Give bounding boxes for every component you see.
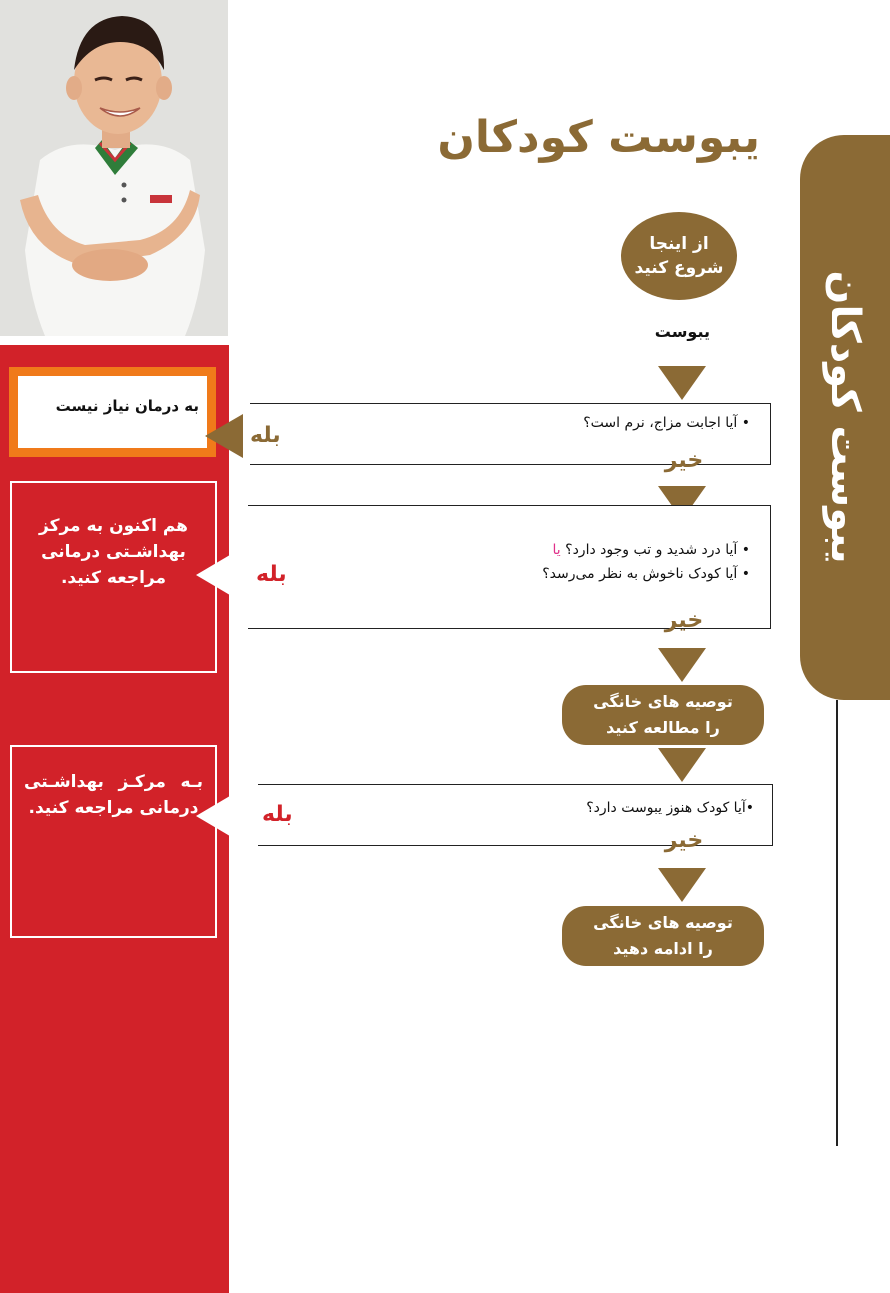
or-word: یا [552,542,561,558]
start-line-1: از اینجا [649,234,709,254]
child-photo [0,0,228,336]
question-2-block [542,538,750,586]
no-label-1: خیر [664,448,704,473]
yes-arrow-2 [196,549,240,601]
child-illustration [0,0,228,336]
page-title: یبوست کودکان [437,112,760,163]
pill-1-line-1: توصیه های خانگی [593,692,733,711]
home-advice-read-pill [562,685,764,745]
no-label-3: خیر [664,828,704,853]
down-arrow-3 [658,648,706,682]
side-title-text: یبوست کودکان [822,270,868,564]
result-no-treatment-text: به درمان نیاز نیست [55,397,199,415]
home-advice-continue-pill [562,906,764,966]
down-arrow-5 [658,868,706,902]
down-arrow-1 [658,366,706,400]
down-arrow-4 [658,748,706,782]
result-refer-text: بـه مرکـز بهداشـتی درمانی مراجعه کنید. [24,772,203,818]
start-line-2: شروع کنید [634,258,724,278]
pill-1-line-2: را مطالعه کنید [606,718,720,737]
pill-2-line-2: را ادامه دهید [613,939,713,958]
yes-arrow-3 [196,790,240,842]
start-circle [621,212,737,300]
constipation-label: یبوست [654,322,710,341]
result-box-refer [10,745,217,938]
side-divider-line [836,700,838,1146]
result-box-no-treatment [9,367,216,457]
question-1-text: • آیا اجابت مزاج، نرم است؟ [583,415,750,431]
yes-label-1: بله [250,423,281,448]
pill-2-line-1: توصیه های خانگی [593,913,733,932]
result-box-urgent [10,481,217,673]
yes-label-2: بله [256,562,287,587]
question-2b-text: • آیا کودک ناخوش به نظر می‌رسد؟ [542,566,750,582]
no-label-2: خیر [664,608,704,633]
question-3-text: •آیا کودک هنوز یبوست دارد؟ [586,800,754,816]
question-2a-text: • آیا درد شدید و تب وجود دارد؟ [565,542,750,558]
yes-arrow-1 [205,414,243,458]
side-title-tab [800,135,890,700]
result-urgent-text: هم اکنون به مرکز بهداشـتی درمانی مراجعه کنید. [39,516,188,588]
yes-label-3: بله [262,802,293,827]
